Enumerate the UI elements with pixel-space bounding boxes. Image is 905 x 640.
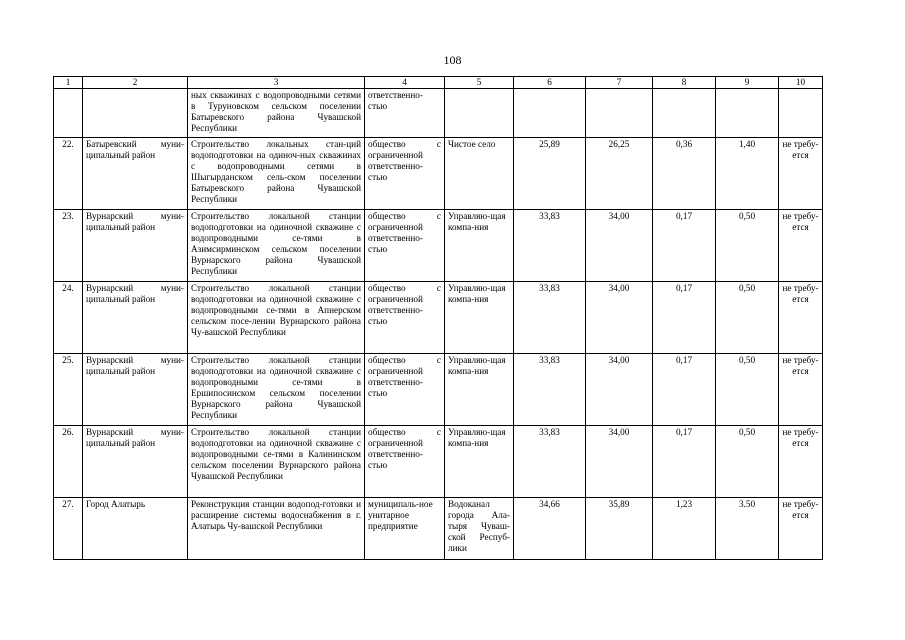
column-number: 9 [716, 77, 779, 89]
value-cell: 34,00 [586, 282, 653, 354]
owner-cell: общество с ограниченной ответственно-стью [365, 354, 445, 426]
value-cell: 34,00 [586, 426, 653, 498]
project-cell: Строительство локальной станции водоподготовки на одиночной скважине с водопроводными се-тями в Ершипосинском сельском поселении Вурнарского района Чувашской Республики [188, 354, 365, 426]
table-row [54, 138, 823, 210]
operator-cell: Управляю-щая компа-ния [445, 282, 514, 354]
value-cell: 0,50 [716, 426, 779, 498]
row-number: 26. [54, 426, 83, 498]
column-number: 10 [779, 77, 823, 89]
status-cell: не требу-ется [779, 426, 823, 498]
value-cell: 34,00 [586, 354, 653, 426]
row-number: 25. [54, 354, 83, 426]
status-cell [779, 89, 823, 138]
value-cell: 34,66 [514, 498, 586, 560]
owner-cell: общество с ограниченной ответственно-стью [365, 282, 445, 354]
status-cell: не требу-ется [779, 210, 823, 282]
value-cell: 34,00 [586, 210, 653, 282]
column-number: 5 [445, 77, 514, 89]
owner-cell: муниципаль-ное унитарное предприятие [365, 498, 445, 560]
project-cell: Строительство локальных стан-ций водоподготовки на одиноч-ных скважинах с водопроводными сетями в Шыгырданском сель-ском поселении Батыревского района Чувашской Республики [188, 138, 365, 210]
table-body [54, 77, 823, 560]
row-number: 27. [54, 498, 83, 560]
table-row [54, 354, 823, 426]
operator-cell: Водоканал города Ала-тыря Чуваш-ской Респуб-лики [445, 498, 514, 560]
value-cell: 33,83 [514, 210, 586, 282]
value-cell: 3.50 [716, 498, 779, 560]
project-cell: Строительство локальной станции водоподготовки на одиночной скважине с водопроводными се-тями в Азимсирминском сельском поселении Вурнарского района Чувашской Республики [188, 210, 365, 282]
value-cell: 33,83 [514, 426, 586, 498]
owner-cell: общество с ограниченной ответственно-стью [365, 210, 445, 282]
column-number: 2 [83, 77, 188, 89]
status-cell: не требу-ется [779, 354, 823, 426]
project-cell: Строительство локальной станции водоподготовки на одиночной скважине с водопроводными се-тями в Апнерском сельском посе-лении Вурнарского района Чу-вашской Республики [188, 282, 365, 354]
operator-cell: Управляю-щая компа-ния [445, 354, 514, 426]
project-cell: Реконструкция станции водопод-готовки и расширение системы водоснабжения в г. Алатырь Чу-вашской Республики [188, 498, 365, 560]
district-cell: Батыревский муни-ципальный район [83, 138, 188, 210]
value-cell: 26,25 [586, 138, 653, 210]
column-number: 4 [365, 77, 445, 89]
row-number: 23. [54, 210, 83, 282]
owner-cell: общество с ограниченной ответственно-стью [365, 138, 445, 210]
operator-cell [445, 89, 514, 138]
value-cell: 0,50 [716, 210, 779, 282]
district-cell: Вурнарский муни-ципальный район [83, 282, 188, 354]
value-cell: 0,17 [653, 354, 716, 426]
value-cell: 0,17 [653, 282, 716, 354]
data-table [53, 76, 823, 560]
operator-cell: Управляю-щая компа-ния [445, 210, 514, 282]
district-cell [83, 89, 188, 138]
district-cell: Город Алатырь [83, 498, 188, 560]
value-cell [514, 89, 586, 138]
column-number: 7 [586, 77, 653, 89]
value-cell: 0,50 [716, 282, 779, 354]
value-cell: 33,83 [514, 354, 586, 426]
district-cell: Вурнарский муни-ципальный район [83, 210, 188, 282]
value-cell [653, 89, 716, 138]
project-cell: Строительство локальной станции водоподготовки на одиночной скважине с водопроводными се-тями в Калининском сельском поселении Вурнарского района Чувашской Республики [188, 426, 365, 498]
district-cell: Вурнарский муни-ципальный район [83, 354, 188, 426]
column-number: 3 [188, 77, 365, 89]
status-cell: не требу-ется [779, 282, 823, 354]
table-row [54, 498, 823, 560]
operator-cell: Чистое село [445, 138, 514, 210]
page-number: 108 [443, 53, 462, 67]
value-cell [586, 89, 653, 138]
row-number: 24. [54, 282, 83, 354]
operator-cell: Управляю-щая компа-ния [445, 426, 514, 498]
value-cell: 0,50 [716, 354, 779, 426]
table-row [54, 210, 823, 282]
row-number [54, 89, 83, 138]
table-row [54, 426, 823, 498]
value-cell: 35,89 [586, 498, 653, 560]
status-cell: не требу-ется [779, 138, 823, 210]
owner-cell: ответственно-стью [365, 89, 445, 138]
value-cell: 1,23 [653, 498, 716, 560]
status-cell: не требу-ется [779, 498, 823, 560]
table-row [54, 282, 823, 354]
column-number: 1 [54, 77, 83, 89]
value-cell: 25,89 [514, 138, 586, 210]
project-cell: ных скважинах с водопроводными сетями в Туруновском сельском поселении Батыревского района Чувашской Республики [188, 89, 365, 138]
column-number-row [54, 77, 823, 89]
row-number: 22. [54, 138, 83, 210]
table-row [54, 89, 823, 138]
column-number: 8 [653, 77, 716, 89]
district-cell: Вурнарский муни-ципальный район [83, 426, 188, 498]
value-cell: 1,40 [716, 138, 779, 210]
value-cell: 0,17 [653, 210, 716, 282]
column-number: 6 [514, 77, 586, 89]
value-cell: 33,83 [514, 282, 586, 354]
value-cell: 0,17 [653, 426, 716, 498]
value-cell: 0,36 [653, 138, 716, 210]
owner-cell: общество с ограниченной ответственно-стью [365, 426, 445, 498]
value-cell [716, 89, 779, 138]
